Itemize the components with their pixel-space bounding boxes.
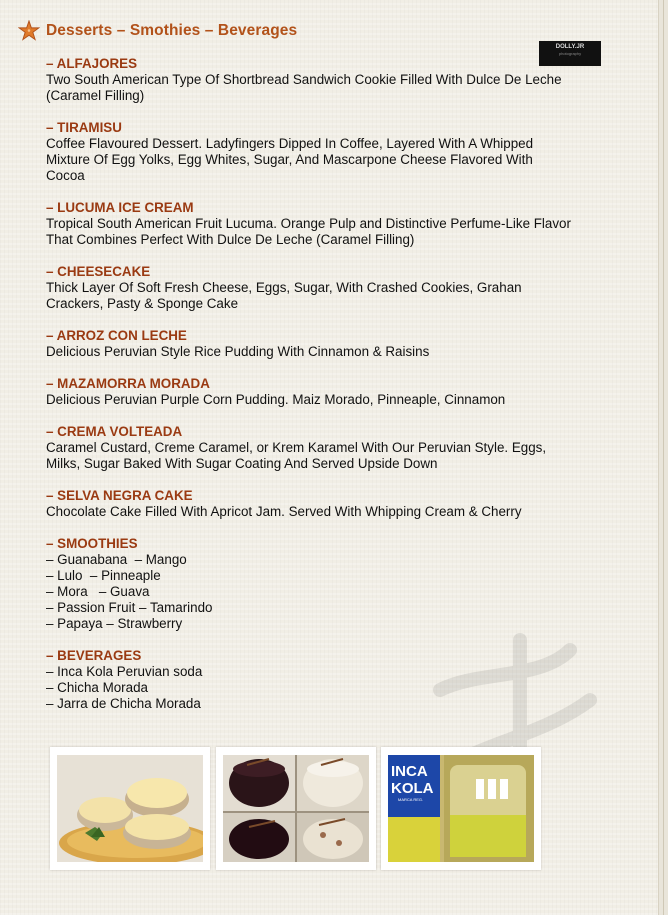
menu-item-description: Coffee Flavoured Dessert. Ladyfingers Dipped In Coffee, Layered With A Whipped [46,136,534,151]
menu-item-description: That Combines Perfect With Dulce De Leche (Caramel Filling) [46,232,415,247]
menu-item-name: – CHEESECAKE [46,264,151,279]
menu-item-description: Delicious Peruvian Purple Corn Pudding. Maiz Morado, Pinneaple, Cinnamon [46,392,506,407]
menu-item-description: Tropical South American Fruit Lucuma. Orange Pulp and Distinctive Perfume-Like Flavor [46,216,571,231]
menu-item-description: Chocolate Cake Filled With Apricot Jam. Served With Whipping Cream & Cherry [46,504,522,519]
menu-item [46,264,616,312]
page-edge [658,0,668,915]
menu-item [46,56,616,104]
menu-item-name: – TIRAMISU [46,120,122,135]
smoothies-heading: – SMOOTHIES [46,536,138,551]
menu-item-name: – LUCUMA ICE CREAM [46,200,194,215]
menu-item-description: (Caramel Filling) [46,88,145,103]
menu-item-name: – ALFAJORES [46,56,138,71]
menu-item-name: – ARROZ CON LECHE [46,328,187,343]
alfajores-image [57,755,203,862]
inca-kola-logo-line1: INCA [391,763,428,780]
desserts-image [223,755,369,862]
badge-name: DOLLY.JR [555,44,585,50]
menu-item [46,376,616,408]
page-title: Desserts – Smothies – Beverages [46,22,298,39]
beverage-item: – Chicha Morada [46,680,148,695]
inca-kola-logo-line2: KOLA [391,780,434,797]
menu-item-description: Mixture Of Egg Yolks, Egg Whites, Sugar, And Mascarpone Cheese Flavored With [46,152,533,167]
menu-item-description: Delicious Peruvian Style Rice Pudding With Cinnamon & Raisins [46,344,430,359]
photo-alfajores [50,747,210,870]
menu-item-description: Cocoa [46,168,85,183]
smoothie-item: – Papaya – Strawberry [46,616,183,631]
menu-item-description: Milks, Sugar Baked With Sugar Coating And Served Upside Down [46,456,438,471]
menu-item-description: Two South American Type Of Shortbread Sandwich Cookie Filled With Dulce De Leche [46,72,562,87]
beverage-item: – Inca Kola Peruvian soda [46,664,203,679]
dessert-list [46,56,616,520]
menu-item [46,200,616,248]
photo-desserts [216,747,376,870]
smoothie-item: – Passion Fruit – Tamarindo [46,600,213,615]
smoothie-item: – Guanabana – Mango [46,552,187,567]
photo-inca-kola [381,747,541,870]
badge-subtitle: photography [558,51,582,56]
menu-item-description: Thick Layer Of Soft Fresh Cheese, Eggs, Sugar, With Crashed Cookies, Grahan [46,280,522,295]
menu-item [46,424,616,472]
inca-kola-image [388,755,534,862]
starfish-icon [18,20,40,42]
menu-item [46,488,616,520]
menu-item-description: Caramel Custard, Creme Caramel, or Krem Karamel With Our Peruvian Style. Eggs, [46,440,547,455]
smoothie-item: – Lulo – Pinneaple [46,568,161,583]
section-header [18,20,297,42]
menu-item-description: Crackers, Pasty & Sponge Cake [46,296,239,311]
beverages-heading: – BEVERAGES [46,648,142,663]
inca-kola-logo-sub: MARCA REG. [398,797,424,802]
menu-item [46,328,616,360]
menu-item [46,120,616,184]
beverage-item: – Jarra de Chicha Morada [46,696,201,711]
menu-item-name: – SELVA NEGRA CAKE [46,488,193,503]
menu-item-name: – CREMA VOLTEADA [46,424,183,439]
menu-item-name: – MAZAMORRA MORADA [46,376,210,391]
smoothie-item: – Mora – Guava [46,584,150,599]
